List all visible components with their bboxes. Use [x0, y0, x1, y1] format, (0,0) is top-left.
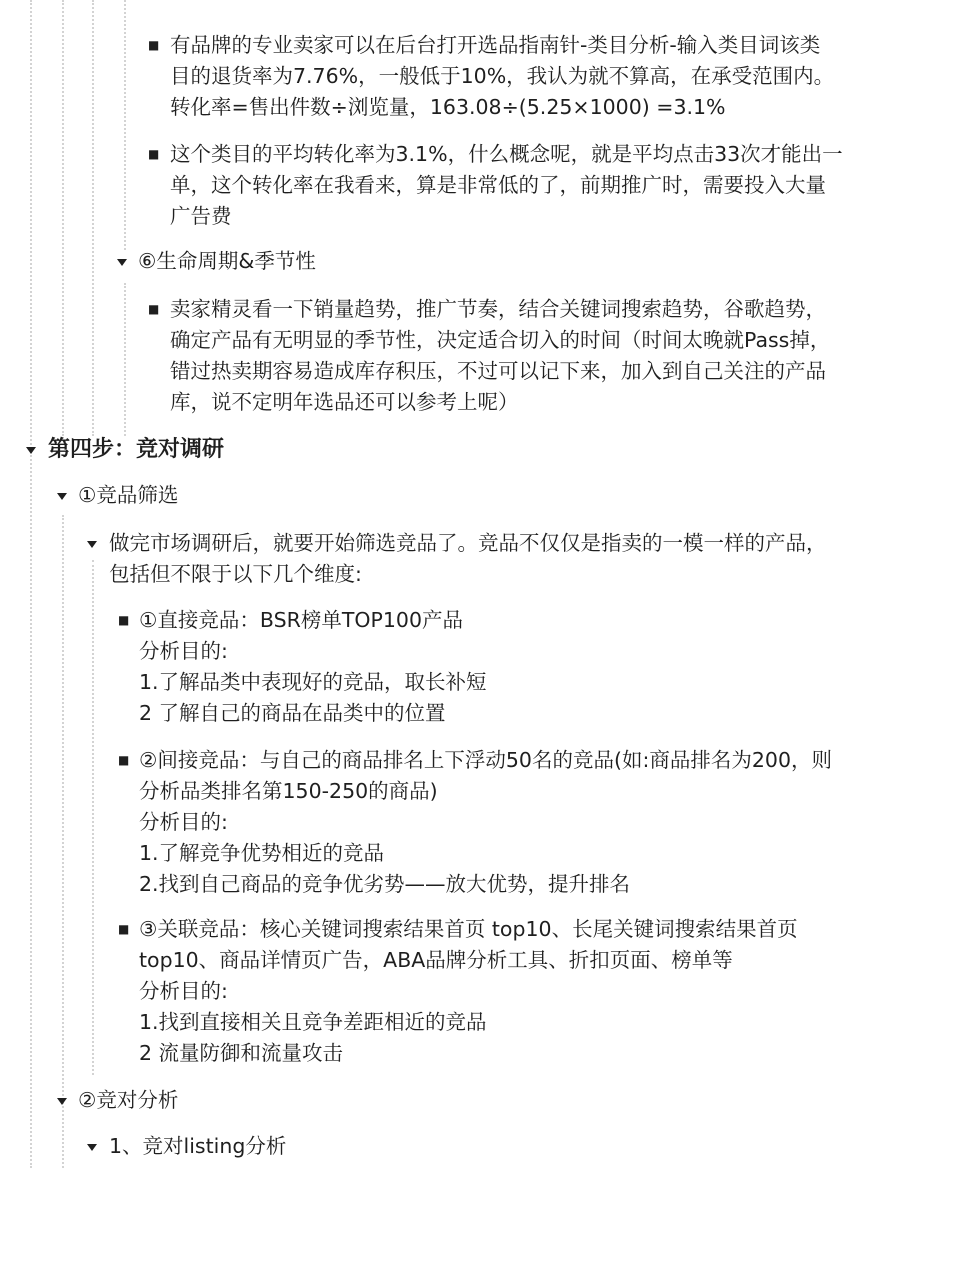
collapse-toggle-icon[interactable]: [117, 259, 127, 266]
note-direct-competitors: [139, 605, 487, 729]
bullet-square: ■: [148, 302, 160, 316]
text-line: 这个类目的平均转化率为3.1%，什么概念呢，就是平均点击33次才能出一: [170, 142, 843, 166]
note-return-rate: [170, 30, 834, 123]
text-line: 有品牌的专业卖家可以在后台打开选品指南针-类目分析-输入类目词该类: [170, 33, 821, 57]
indent-guide-level-4b: [124, 283, 126, 436]
text-line: 卖家精灵看一下销量趋势，推广节奏，结合关键词搜索趋势，谷歌趋势，: [170, 297, 826, 321]
note-conversion-rate: [170, 139, 843, 232]
bullet-square: ■: [148, 147, 160, 161]
text-line: 包括但不限于以下几个维度:: [109, 562, 362, 586]
text-line: 转化率=售出件数÷浏览量，163.08÷(5.25×1000) =3.1%: [170, 95, 726, 119]
text-line: 确定产品有无明显的季节性，决定适合切入的时间（时间太晚就Pass掉，: [170, 328, 831, 352]
text-line: ③关联竞品：核心关键词搜索结果首页 top10、长尾关键词搜索结果首页: [139, 917, 798, 941]
text-line: 1、竞对listing分析: [109, 1134, 287, 1158]
indent-guide-level-2b: [62, 515, 64, 1168]
text-line: 第四步：竞对调研: [48, 437, 225, 462]
text-line: ②间接竞品：与自己的商品排名上下浮动50名的竞品(如:商品排名为200，则: [139, 748, 832, 772]
text-line: 分析目的:: [139, 979, 228, 1003]
indent-guide-level-4: [124, 0, 126, 250]
text-line: 1.找到直接相关且竞争差距相近的竞品: [139, 1010, 487, 1034]
collapse-toggle-icon[interactable]: [57, 493, 67, 500]
note-related-competitors: [139, 914, 798, 1069]
collapse-toggle-icon[interactable]: [87, 541, 97, 548]
text-line: 目的退货率为7.76%，一般低于10%，我认为就不算高，在承受范围内。: [170, 64, 835, 88]
text-line: 做完市场调研后，就要开始筛选竞品了。竞品不仅仅是指卖的一模一样的产品，: [109, 531, 827, 555]
collapse-toggle-icon[interactable]: [26, 447, 36, 454]
text-line: 2 流量防御和流量攻击: [139, 1041, 344, 1065]
indent-guide-level-3b: [92, 560, 94, 1075]
indent-guide-level-2: [62, 0, 64, 436]
heading-listing-analysis[interactable]: [109, 1131, 286, 1162]
text-line: top10、商品详情页广告，ABA品牌分析工具、折扣页面、榜单等: [139, 948, 733, 972]
collapse-toggle-icon[interactable]: [57, 1098, 67, 1105]
text-line: 库，说不定明年选品还可以参考上呢）: [170, 390, 519, 414]
text-line: 2.找到自己商品的竞争优劣势——放大优势，提升排名: [139, 872, 631, 896]
text-line: ①竞品筛选: [78, 483, 179, 507]
text-line: ⑥生命周期&季节性: [138, 249, 316, 273]
note-indirect-competitors: [139, 745, 832, 900]
bullet-square: ■: [118, 922, 130, 936]
heading-competitor-screening[interactable]: [78, 480, 178, 511]
heading-lifecycle-seasonality[interactable]: [138, 246, 316, 277]
bullet-square: ■: [118, 753, 130, 767]
bullet-square: ■: [148, 38, 160, 52]
text-line: 分析目的:: [139, 810, 228, 834]
indent-guide-level-1: [30, 0, 32, 1168]
indent-guide-level-3: [92, 0, 94, 436]
collapse-toggle-icon[interactable]: [87, 1144, 97, 1151]
text-line: 分析目的:: [139, 639, 228, 663]
text-line: 分析品类排名第150-250的商品): [139, 779, 438, 803]
note-screening-intro: [109, 528, 827, 590]
text-line: ②竞对分析: [78, 1088, 179, 1112]
text-line: 错过热卖期容易造成库存积压，不过可以记下来，加入到自己关注的产品: [170, 359, 826, 383]
text-line: 1.了解品类中表现好的竞品，取长补短: [139, 670, 487, 694]
heading-step4-competitor-research[interactable]: [48, 434, 224, 465]
text-line: 1.了解竞争优势相近的竞品: [139, 841, 385, 865]
heading-competitor-analysis[interactable]: [78, 1085, 178, 1116]
bullet-square: ■: [118, 613, 130, 627]
text-line: 单，这个转化率在我看来，算是非常低的了，前期推广时，需要投入大量: [170, 173, 826, 197]
note-seasonality: [170, 294, 830, 418]
text-line: 广告费: [170, 204, 232, 228]
text-line: ①直接竞品：BSR榜单TOP100产品: [139, 608, 463, 632]
text-line: 2 了解自己的商品在品类中的位置: [139, 701, 446, 725]
